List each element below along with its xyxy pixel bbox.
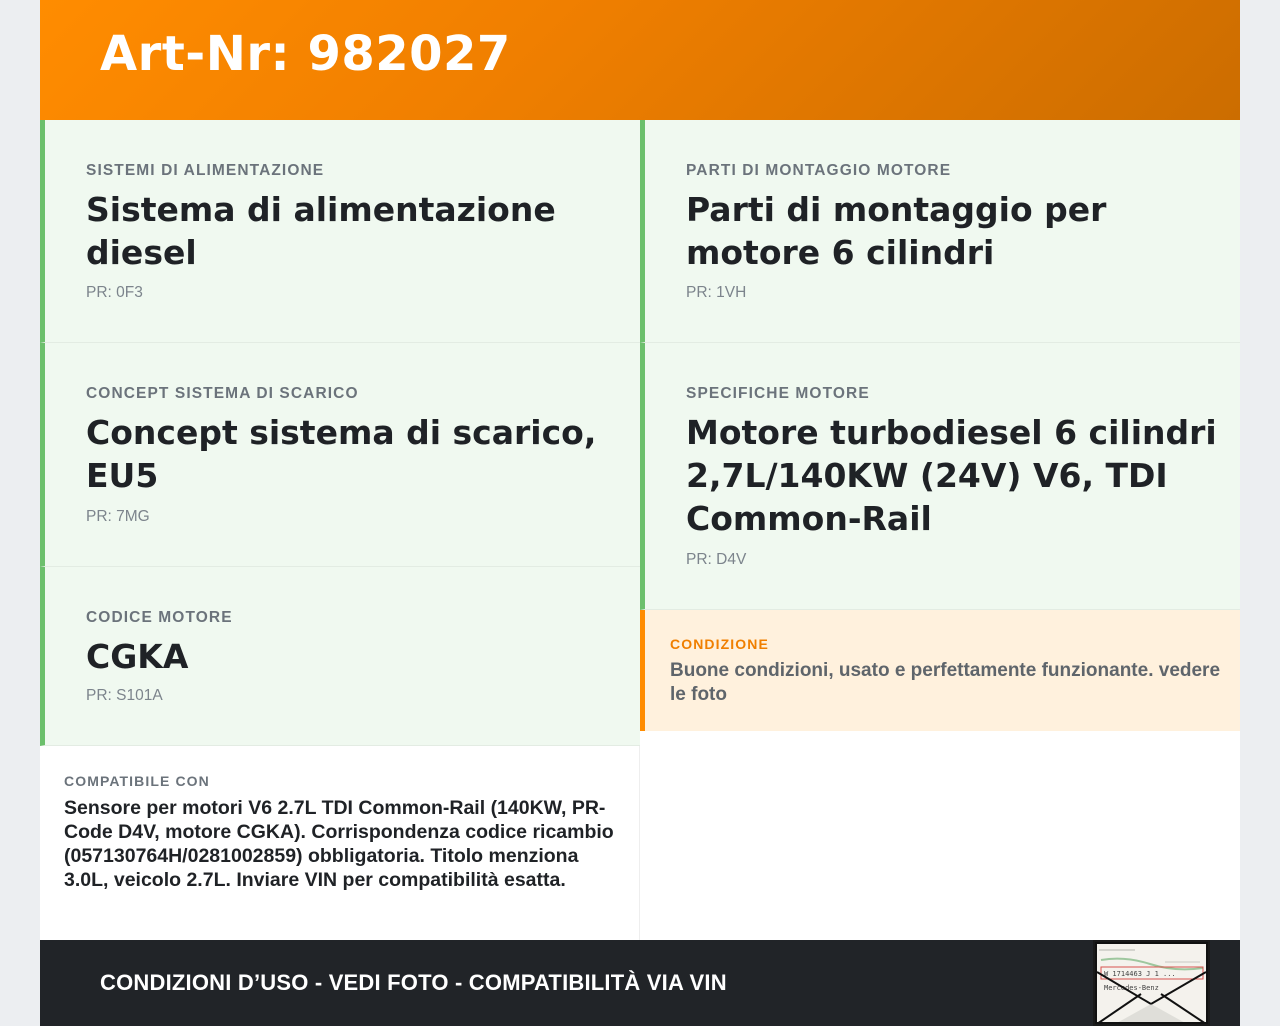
card-engine-code (40, 567, 640, 746)
card-pr-code: PR: S101A (86, 687, 163, 704)
card-title: Parti di montaggio per motore 6 cilindri (686, 190, 1107, 272)
compatibility-text: Sensore per motori V6 2.7L TDI Common-Rail (140KW, PR-Code D4V, motore CGKA). Corrispondenza codice ricambio (057130764H/0281002859) obbligatoria. Titolo menziona 3.0L, veicolo 2.7L. Inviare VIN per compatibilità esatta. (64, 797, 614, 891)
card-title: CGKA (86, 637, 189, 676)
article-number-title: Art-Nr: 982027 (100, 26, 511, 82)
envelope-photo-icon[interactable] (1093, 940, 1210, 1026)
card-category: SPECIFICHE MOTORE (686, 385, 870, 402)
condition-box (640, 610, 1240, 731)
footer-bar (40, 940, 1240, 1026)
header-banner (40, 0, 1240, 120)
compatibility-label: COMPATIBILE CON (64, 773, 210, 789)
card-category: SISTEMI DI ALIMENTAZIONE (86, 162, 325, 179)
card-engine-mounts (640, 120, 1240, 343)
condition-text: Buone condizioni, usato e perfettamente funzionante. vedere le foto (670, 660, 1221, 705)
condition-label: CONDIZIONE (670, 636, 769, 652)
card-title: Motore turbodiesel 6 cilindri 2,7L/140KW (24V) V6, TDI Common-Rail (686, 413, 1217, 538)
card-engine-specs (640, 343, 1240, 610)
card-title: Concept sistema di scarico, EU5 (86, 413, 597, 495)
card-pr-code: PR: 7MG (86, 508, 150, 525)
card-exhaust-concept (40, 343, 640, 567)
compatibility-box (40, 746, 640, 940)
card-fuel-system (40, 120, 640, 343)
card-pr-code: PR: 1VH (686, 284, 747, 301)
card-category: PARTI DI MONTAGGIO MOTORE (686, 162, 952, 179)
thumbnail-brand-text: Mercedes-Benz (1104, 984, 1159, 992)
card-category: CODICE MOTORE (86, 609, 233, 626)
card-pr-code: PR: 0F3 (86, 284, 143, 301)
card-pr-code: PR: D4V (686, 551, 747, 568)
card-title: Sistema di alimentazione diesel (86, 190, 556, 272)
envelope-photo-graphic (1095, 942, 1208, 1024)
card-category: CONCEPT SISTEMA DI SCARICO (86, 385, 359, 402)
thumbnail-vin-text: W 1714463 J 1 ... (1104, 970, 1176, 978)
footer-text: CONDIZIONI D’USO - VEDI FOTO - COMPATIBILITÀ VIA VIN (100, 970, 727, 995)
product-sheet (40, 0, 1240, 1026)
